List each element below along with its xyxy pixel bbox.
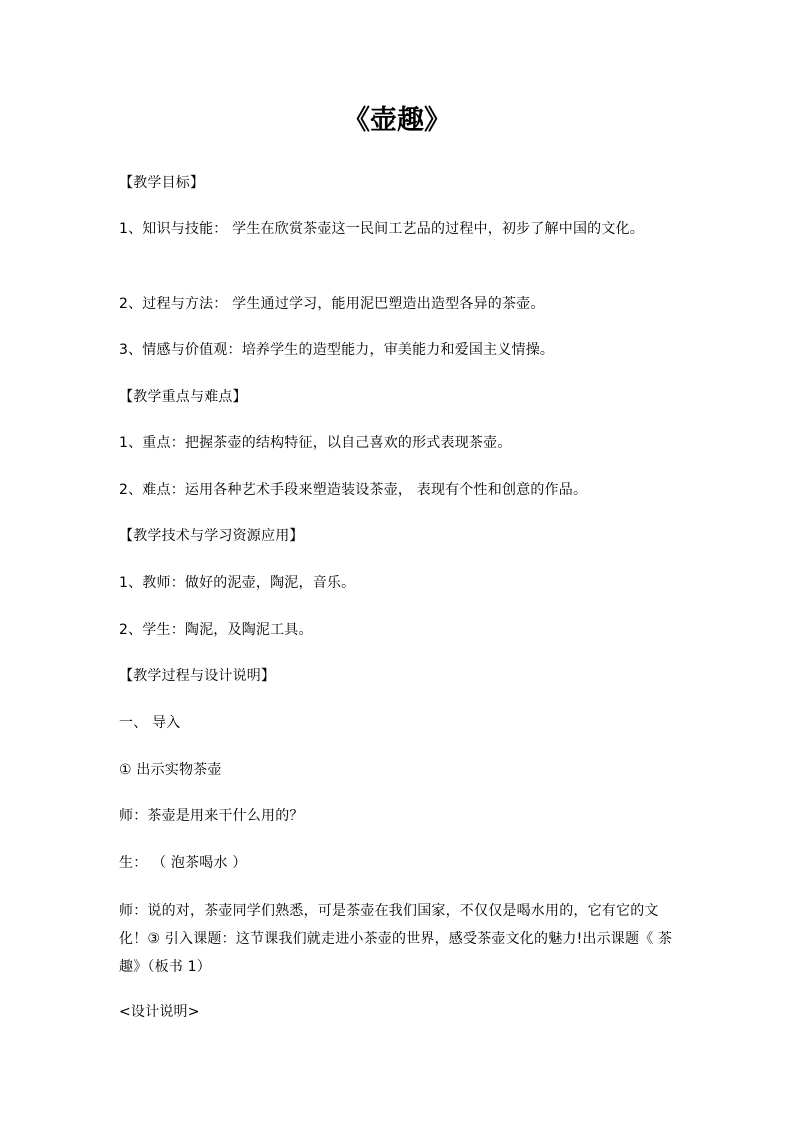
paragraph-process-method: 2、过程与方法： 学生通过学习，能用泥巴塑造出造型各异的茶壶。 [119,296,545,312]
paragraph-knowledge-skills: 1、知识与技能： 学生在欣赏茶壶这一民间工艺品的过程中，初步了解中国的文化。 [119,221,644,237]
paragraph-teacher-resources: 1、教师：做好的泥壶，陶泥，音乐。 [119,575,356,591]
document-title: 《壶趣》 [343,105,451,136]
paragraph-student-resources: 2、学生：陶泥，及陶泥工具。 [119,622,313,638]
heading-teaching-objectives: 【教学目标】 [119,175,205,191]
section-introduction: 一、 导入 [119,715,181,731]
dialogue-student-answer: 生： （ 泡茶喝水 ） [119,855,247,871]
dialogue-teacher-question: 师：茶壶是用来干什么用的？ [119,808,304,824]
step-show-teapot: ① 出示实物茶壶 [119,762,222,778]
heading-teaching-process: 【教学过程与设计说明】 [119,668,276,684]
paragraph-emotion-values: 3、情感与价值观：培养学生的造型能力，审美能力和爱国主义情操。 [119,342,555,358]
heading-technology-resources: 【教学技术与学习资源应用】 [119,528,304,544]
paragraph-key-point: 1、重点：把握茶壶的结构特征，以自己喜欢的形式表现茶壶。 [119,435,512,451]
design-note-label: <设计说明> [119,1004,200,1020]
heading-key-difficult-points: 【教学重点与难点】 [119,389,247,405]
dialogue-teacher-intro: 师：说的对，茶壶同学们熟悉，可是茶壶在我们国家，不仅仅是喝水用的，它有它的文化！③ 引入课题：这节课我们就走进小茶壶的世界，感受茶壶文化的魅力!出示课题《 茶趣》（板书 1） [119,903,673,975]
paragraph-difficult-point: 2、难点：运用各种艺术手段来塑造装设茶壶， 表现有个性和创意的作品。 [119,482,588,498]
